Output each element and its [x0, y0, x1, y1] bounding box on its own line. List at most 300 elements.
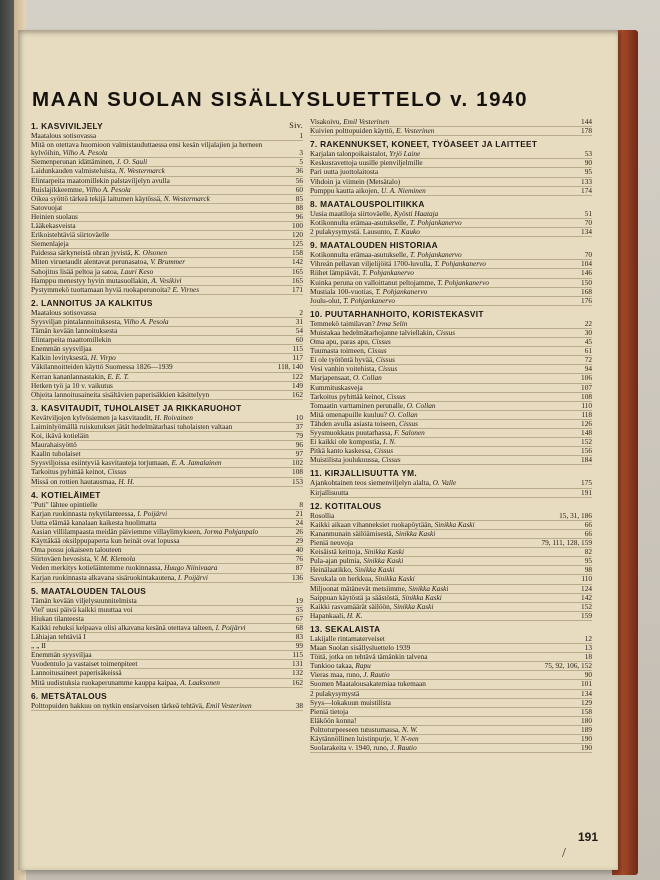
- entry-title: Saippuan käytöstä ja säästöstä,: [310, 592, 400, 602]
- toc-entry: [31, 574, 303, 583]
- entry-pages: 18: [584, 652, 592, 662]
- section-heading: [310, 469, 592, 477]
- entry-text: [310, 708, 576, 716]
- entry-text: [310, 635, 576, 643]
- entry-pages: 190: [581, 743, 592, 753]
- entry-title: Vihdoin ja viimein (Metsätalo): [310, 176, 401, 186]
- entry-title: Kuinka peruna on valloittanut peltojamme,: [310, 277, 436, 287]
- entry-pages: 83: [295, 632, 303, 642]
- entry-text: [31, 286, 287, 294]
- entry-title: Pula-ajan pulmia,: [310, 556, 362, 566]
- entry-author: Emil Vesterinen: [343, 117, 390, 126]
- entry-text: [310, 219, 576, 227]
- entry-title: Miten viruetaudit alentavat perunasatoa,: [31, 257, 149, 267]
- entry-title: Kummituskasveja: [310, 382, 363, 392]
- entry-author: O. Collan: [406, 400, 436, 410]
- entry-text: [310, 118, 576, 126]
- entry-author: Jorma Pohjanpalo: [203, 527, 259, 537]
- entry-pages: 26: [295, 527, 303, 537]
- entry-title: Siirtoväen hevosista,: [31, 554, 92, 564]
- entry-text: [31, 669, 287, 677]
- entry-pages: 171: [292, 284, 303, 294]
- section-title: 9. MAATALOUDEN HISTORIAA: [310, 240, 438, 251]
- entry-pages: 124: [581, 583, 592, 593]
- toc-entry: [310, 699, 592, 708]
- entry-title: Ei ole työtöntä hyvää,: [310, 355, 375, 365]
- entry-pages: 53: [584, 149, 592, 159]
- entry-pages: 22: [584, 318, 592, 328]
- entry-text: [31, 345, 287, 353]
- entry-text: [31, 318, 287, 326]
- entry-title: Ajankohtainen teos siemenviljelyn alalta,: [310, 478, 431, 488]
- entry-pages: 60: [295, 184, 303, 194]
- entry-text: [310, 680, 576, 688]
- entry-author: Cissus: [386, 391, 406, 401]
- entry-title: Pystymmekö tuottamaan hyviä ruokaperunoita?: [31, 284, 171, 294]
- entry-title: Tarkoitus pyhittää keinot,: [31, 467, 106, 477]
- entry-title: Hamppu menestyy hyvin mutasuollakin,: [31, 275, 150, 285]
- entry-title: Pumppu kautta aikojen,: [310, 185, 380, 195]
- entry-author: E. A. Jamalainen: [171, 458, 222, 468]
- entry-pages: 117: [292, 353, 303, 363]
- entry-title: Oma possu jokaiseen talouteen: [31, 545, 122, 555]
- entry-text: [31, 702, 287, 710]
- entry-text: [310, 260, 576, 268]
- entry-title: Tarkoitus pyhittää keinot,: [310, 391, 385, 401]
- entry-title: Erikoistehtäviä siirtoväelle: [31, 230, 110, 240]
- entry-pages: 158: [581, 706, 592, 716]
- entry-title: Joulu-olut,: [310, 295, 342, 305]
- entry-text: [31, 423, 287, 431]
- entry-text: [31, 615, 287, 623]
- entry-text: [31, 141, 287, 157]
- toc-entry: [31, 141, 303, 158]
- entry-text: [310, 329, 576, 337]
- entry-text: [310, 744, 576, 752]
- entry-title: Kananmunain säilöämisestä,: [310, 528, 394, 538]
- entry-author: E. Virnes: [172, 284, 200, 294]
- entry-author: T. Pohjankanervo: [434, 259, 486, 269]
- entry-pages: 150: [581, 277, 592, 287]
- section-title: 10. PUUTARHANHOITO, KORISTEKASVIT: [310, 308, 484, 319]
- entry-title: Uutta elämää kanalaan kaikesta huolimatta: [31, 517, 157, 527]
- entry-title: Temmekö taimilavan?: [310, 318, 375, 328]
- entry-title: Kaikki rasvamäärät säilöön,: [310, 601, 392, 611]
- section-heading: [310, 140, 592, 148]
- entry-text: [310, 566, 576, 574]
- entry-pages: 13: [584, 643, 592, 653]
- entry-title: Maatalous sotisovassa: [31, 131, 97, 141]
- entry-title: Pari uutta juottolaitosta: [310, 167, 379, 177]
- entry-author: N. Westermarck: [163, 193, 210, 203]
- page-column-label: Siv.: [289, 121, 303, 130]
- entry-title: Mustiala 100-vuotias,: [310, 286, 374, 296]
- entry-pages: 101: [581, 679, 592, 689]
- entry-text: [310, 251, 576, 259]
- entry-text: [31, 432, 287, 440]
- entry-text: [310, 644, 576, 652]
- entry-text: [310, 365, 576, 373]
- entry-text: [31, 564, 287, 572]
- toc-entry: [31, 195, 303, 204]
- entry-text: [310, 521, 576, 529]
- entry-author: H. K.: [346, 610, 363, 620]
- section-heading: [310, 625, 592, 633]
- entry-author: Vilho A. Pesola: [85, 184, 131, 194]
- entry-text: [31, 574, 287, 582]
- entry-text: [31, 546, 287, 554]
- entry-text: [310, 269, 576, 277]
- entry-pages: 136: [292, 572, 303, 582]
- entry-text: [31, 327, 287, 335]
- page-number: 191: [578, 830, 599, 844]
- entry-text: [31, 459, 287, 467]
- entry-text: [31, 132, 287, 140]
- entry-pages: 37: [295, 422, 303, 431]
- entry-pages: 68: [295, 622, 303, 632]
- entry-text: [310, 699, 576, 707]
- entry-title: Elintarpeita maatomillekin palstaviljelyn avulla: [31, 175, 170, 185]
- entry-author: Sinikka Kaski: [395, 528, 436, 538]
- entry-pages: 176: [581, 295, 592, 305]
- entry-text: [31, 597, 287, 605]
- entry-text: [31, 414, 287, 422]
- entry-text: [31, 441, 287, 449]
- entry-author: T. Pohjankanervo: [437, 277, 490, 287]
- entry-pages: 90: [584, 670, 592, 680]
- entry-pages: 184: [581, 455, 592, 465]
- entry-pages: 36: [295, 166, 303, 176]
- entry-title: Uusia maatiloja siirtoväelle,: [310, 208, 393, 218]
- entry-pages: 189: [581, 724, 592, 734]
- entry-text: [310, 548, 576, 556]
- entry-pages: 168: [581, 286, 592, 296]
- entry-pages: 5: [299, 157, 303, 167]
- entry-author: Sinikka Kaski: [408, 583, 449, 593]
- entry-pages: 126: [581, 418, 592, 428]
- entry-pages: 122: [292, 371, 303, 381]
- entry-pages: 54: [295, 326, 303, 336]
- entry-text: [31, 501, 287, 509]
- entry-pages: 132: [292, 668, 303, 678]
- entry-text: [31, 309, 287, 317]
- toc-entry: [310, 744, 592, 753]
- entry-pages: 134: [581, 227, 592, 237]
- toc-entry: [310, 228, 592, 237]
- entry-title: Vieras maa, runo,: [310, 670, 362, 680]
- entry-pages: 158: [292, 248, 303, 258]
- entry-title: 2 pulakysymystä. Lausunto,: [310, 227, 392, 237]
- entry-text: [31, 222, 287, 230]
- entry-pages: 72: [584, 355, 592, 365]
- entry-pages: 1: [299, 131, 303, 141]
- entry-pages: 142: [581, 592, 592, 602]
- left-column: [31, 118, 303, 711]
- entry-author: I. Poijärvi: [137, 508, 168, 518]
- entry-text: [310, 210, 576, 218]
- entry-title: Keskusravettoja uusille pienviljelmille: [310, 158, 423, 168]
- entry-pages: 2: [299, 307, 303, 317]
- entry-text: [31, 186, 287, 194]
- entry-text: [31, 537, 287, 545]
- entry-title: Syys—lokakuun muistilista: [310, 697, 391, 707]
- entry-title: "Puti" lähtee opintielle: [31, 499, 98, 509]
- entry-title: Suolarakeita v. 1940, runo,: [310, 743, 389, 753]
- toc-entry: [31, 679, 303, 688]
- entry-author: A. Laaksonen: [180, 677, 220, 687]
- entry-text: [310, 384, 576, 392]
- entry-title: Ei kaikki ole kompostia,: [310, 437, 382, 447]
- entry-text: [31, 510, 287, 518]
- entry-title: Elintarpeita maattomillekin: [31, 335, 112, 345]
- entry-pages: 79: [295, 431, 303, 441]
- entry-title: Lääkekasveista: [31, 221, 76, 231]
- entry-author: E. Vesterinen: [395, 126, 435, 136]
- entry-author: Kyösti Haataja: [393, 208, 439, 218]
- entry-text: [310, 662, 545, 670]
- entry-author: Cissus: [398, 418, 419, 428]
- entry-title: Aasian villilampaasta meidän päiviemme villaylimykseen,: [31, 527, 202, 537]
- entry-text: [31, 167, 287, 175]
- section-title: 8. MAATALOUSPOLITIIKKA: [310, 198, 425, 209]
- entry-title: Vihreän pellavan viljelijöitä 1700-luvulla,: [310, 259, 433, 269]
- section-title: 1. KASVIVILJELY: [31, 121, 103, 131]
- entry-title: Pieniä neuvoja: [310, 538, 354, 548]
- entry-author: Vilho A. Pesola: [123, 316, 169, 326]
- entry-title: Muistakaa hedelmätarhojanne talviellakin,: [310, 327, 435, 337]
- entry-author: H. Roivainen: [154, 412, 193, 422]
- entry-title: Kotikonnulta erämaa-asutukselle,: [310, 217, 409, 227]
- entry-author: H. Virpo: [90, 353, 116, 363]
- entry-text: [31, 633, 287, 641]
- entry-author: T. Pohjankanervo: [409, 250, 462, 260]
- entry-title: Kevätviljojen kylvösiemen ja kasvitaudit,: [31, 412, 153, 422]
- entry-title: Laidunkauden valmisteluista,: [31, 166, 117, 176]
- entry-text: [31, 177, 287, 185]
- entry-pages: 75, 92, 106, 152: [544, 661, 592, 671]
- section-title: 4. KOTIELÄIMET: [31, 489, 101, 500]
- entry-pages: 79, 111, 128, 159: [541, 538, 592, 548]
- entry-pages: 90: [584, 158, 592, 168]
- entry-text: [310, 735, 576, 743]
- entry-pages: 162: [292, 677, 303, 687]
- entry-title: Laiminlyömällä ruiskutukset jätät hedelmätarhasi tuholaisten valtaan: [31, 422, 233, 431]
- entry-text: [31, 478, 287, 486]
- entry-pages: 24: [295, 517, 303, 527]
- entry-title: Kirjallisuutta: [310, 487, 349, 497]
- entry-author: Vilho A. Pesola: [62, 148, 108, 158]
- entry-title: Ohjeita lannoitusaineita sisältävien paperisäkkien käsittelyyn: [31, 389, 210, 399]
- section-heading: [310, 310, 592, 318]
- entry-text: [31, 258, 287, 266]
- entry-pages: 95: [584, 556, 592, 566]
- entry-text: [31, 363, 278, 371]
- entry-pages: 148: [581, 428, 592, 437]
- entry-pages: 15, 31, 186: [559, 510, 592, 520]
- entry-text: [31, 231, 287, 239]
- entry-author: O. Collan: [352, 373, 382, 383]
- entry-pages: 146: [581, 268, 592, 278]
- entry-pages: 144: [581, 117, 592, 126]
- entry-pages: 56: [295, 175, 303, 185]
- entry-text: [31, 450, 287, 458]
- toc-entry: [31, 231, 303, 240]
- entry-title: Maan Suolan sisällysluettelo 1939: [310, 643, 411, 653]
- entry-text: [31, 679, 287, 687]
- entry-author: V. M. Klemola: [93, 554, 136, 564]
- entry-title: Siemenlajeja: [31, 239, 69, 249]
- entry-title: Polttoturpeeseen tutustumassa,: [310, 724, 400, 734]
- entry-author: Cissus: [107, 467, 127, 477]
- toc-entry: [310, 489, 592, 498]
- entry-author: N. Westermarck: [118, 166, 165, 176]
- entry-pages: 40: [295, 545, 303, 555]
- entry-title: Mitä omenapuille kuuluu?: [310, 409, 388, 419]
- entry-text: [31, 336, 287, 344]
- entry-pages: 61: [584, 346, 592, 356]
- entry-text: [31, 624, 287, 632]
- entry-text: [31, 249, 287, 257]
- entry-author: Sinikka Kaski: [364, 547, 405, 557]
- section-heading: [310, 502, 592, 510]
- entry-text: [31, 268, 287, 276]
- entry-title: Savukala on herkkua,: [310, 574, 374, 584]
- entry-text: [310, 479, 576, 487]
- entry-text: [310, 594, 576, 602]
- entry-text: [310, 671, 576, 679]
- entry-pages: 104: [581, 259, 592, 269]
- entry-title: Enemmän syysviljaa: [31, 650, 92, 660]
- entry-author: T. Pohjankanervo: [409, 217, 462, 227]
- entry-title: Oma apu, paras apu,: [310, 337, 370, 347]
- entry-text: [310, 228, 576, 236]
- entry-text: [310, 187, 576, 195]
- entry-title: Pitkä kanto kaskessa,: [310, 446, 373, 456]
- toc-entry: [31, 391, 303, 400]
- entry-text: [310, 178, 576, 186]
- entry-pages: 66: [584, 519, 592, 529]
- entry-text: [310, 690, 576, 698]
- entry-text: [31, 373, 287, 381]
- entry-author: Yrjö Laine: [389, 149, 421, 159]
- entry-title: Kuivien polttopuiden käyttö,: [310, 126, 395, 136]
- entry-pages: 174: [581, 185, 592, 195]
- entry-text: [310, 356, 576, 364]
- entry-title: Enemmän syysviljaa: [31, 344, 92, 354]
- entry-title: Lähiajan tehtäviä I: [31, 632, 86, 642]
- entry-text: [310, 288, 576, 296]
- entry-author: J. O. Sauli: [116, 157, 148, 167]
- entry-text: [31, 660, 287, 668]
- entry-pages: 76: [295, 554, 303, 564]
- entry-pages: 30: [584, 327, 592, 337]
- entry-title: Visakoivu,: [310, 117, 342, 126]
- entry-pages: 96: [295, 440, 303, 450]
- entry-title: Riihet lämpiävät,: [310, 268, 361, 278]
- entry-pages: 115: [292, 650, 303, 660]
- entry-text: [31, 382, 287, 390]
- entry-author: V. Brummer: [150, 257, 186, 267]
- entry-pages: 142: [292, 257, 303, 267]
- entry-pages: 8: [299, 499, 303, 509]
- entry-title: Veden merkitys kotieläintemme ruokinnassa,: [31, 563, 163, 573]
- entry-text: [31, 204, 287, 212]
- section-heading: [31, 491, 303, 499]
- entry-author: N. W.: [401, 724, 418, 734]
- entry-text: [31, 468, 287, 476]
- toc-entry: [31, 702, 303, 711]
- entry-author: J. Rautio: [363, 670, 390, 680]
- entry-author: A. Vesikivi: [151, 275, 182, 285]
- entry-title: Eläköön konna!: [310, 715, 357, 725]
- entry-text: [310, 159, 576, 167]
- entry-pages: 106: [581, 373, 592, 383]
- entry-title: Tunkioo takaa,: [310, 661, 354, 671]
- entry-pages: 107: [581, 382, 592, 392]
- entry-author: F. Salonen: [394, 428, 425, 437]
- entry-pages: 66: [584, 528, 592, 538]
- entry-text: [310, 447, 576, 455]
- entry-pages: 45: [584, 337, 592, 347]
- entry-author: T. Kauko: [393, 227, 420, 237]
- entry-text: [31, 213, 287, 221]
- section-heading: [31, 122, 303, 130]
- entry-title: Kotikonnulta erämaa-asutukselle,: [310, 250, 409, 260]
- entry-text: [31, 651, 287, 659]
- entry-author: Sinikka Kaski: [374, 574, 415, 584]
- entry-author: E. E. T.: [107, 371, 129, 381]
- entry-pages: 180: [581, 715, 592, 725]
- entry-pages: 10: [295, 412, 303, 422]
- entry-pages: 70: [584, 250, 592, 260]
- entry-pages: 133: [581, 176, 592, 186]
- entry-pages: 95: [584, 167, 592, 177]
- entry-author: I. N.: [383, 437, 396, 447]
- entry-text: [310, 374, 576, 382]
- entry-title: Tähden avulla asiasta toiseen,: [310, 418, 398, 428]
- section-heading: [31, 404, 303, 412]
- entry-pages: 88: [295, 202, 303, 212]
- entry-pages: 125: [292, 239, 303, 249]
- entry-pages: 159: [581, 610, 592, 620]
- entry-author: Cissus: [378, 364, 398, 374]
- entry-title: Kaalin tuholaiset: [31, 449, 81, 459]
- entry-pages: 191: [581, 487, 592, 497]
- section-heading: [310, 241, 592, 249]
- entry-text: [310, 393, 576, 401]
- entry-author: Sinikka Kaski: [354, 565, 395, 575]
- toc-entry: [31, 633, 303, 642]
- entry-pages: 94: [584, 364, 592, 374]
- entry-title: Kaikki aikaan vihanneksiet ruokapöytään,: [310, 519, 433, 529]
- entry-title: Keisäistä keittoja,: [310, 547, 363, 557]
- entry-author: Cissus: [367, 346, 387, 356]
- entry-pages: 51: [584, 208, 592, 218]
- entry-title: Käyttäkää oksilppupaperta kun heinät ovat lopussa: [31, 536, 180, 546]
- entry-author: T. Pohjankanervo: [343, 295, 395, 305]
- entry-text: [310, 530, 576, 538]
- entry-pages: 70: [584, 217, 592, 227]
- entry-pages: 165: [292, 266, 303, 276]
- entry-title: Mitä on otettava huomioon valmistauduttaessa ensi kesän viljalajien ja herneen kylvöihin,: [31, 140, 263, 158]
- section-title: 5. MAATALOUDEN TALOUS: [31, 585, 147, 596]
- entry-text: [310, 168, 576, 176]
- toc-entry: [310, 479, 592, 488]
- entry-title: Tomaatin varttaminen perunalle,: [310, 400, 405, 410]
- entry-text: [310, 512, 559, 520]
- entry-text: [31, 391, 287, 399]
- toc-entry: [310, 127, 592, 136]
